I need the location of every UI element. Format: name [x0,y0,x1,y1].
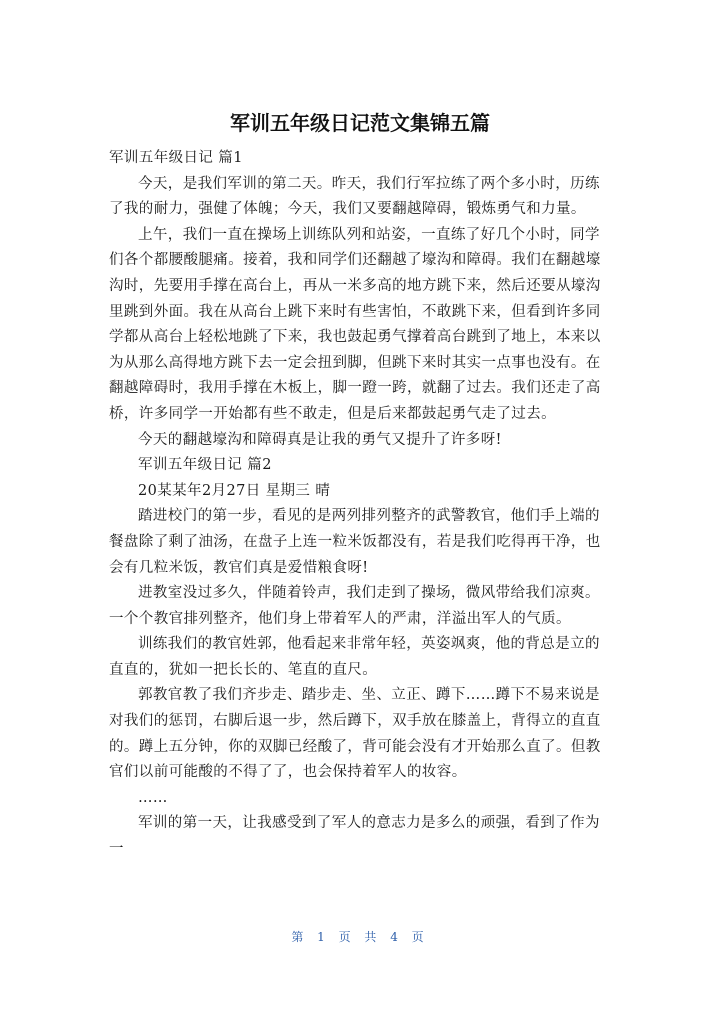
paragraph: 训练我们的教官姓郭，他看起来非常年轻，英姿飒爽，他的背总是立的直直的，犹如一把长长的、笔直的直尺。 [109,636,600,678]
page-number-footer: 第 1 页 共 4 页 [291,930,429,944]
paragraph: 军训的第一天，让我感受到了军人的意志力是多么的顽强，看到了作为一 [109,815,600,858]
paragraph: 郭教官教了我们齐步走、踏步走、坐、立正、蹲下……蹲下不易来说是对我们的惩罚，右脚后退一步，然后蹲下，双手放在膝盖上，背得立的直直的。蹲上五分钟，你的双脚已经酸了，背可能会没有才开始那么直了。但教官们以前可能酸的不得了了，也会保持着军人的妆容。 [109,687,601,781]
document-body [109,146,604,863]
paragraph: 上午，我们一直在操场上训练队列和站姿，一直练了好几个小时，同学们各个都腰酸腿痛。接着，我和同学们还翻越了壕沟和障碍。我们在翻越壕沟时，先要用手撑在高台上，再从一米多高的地方跳下来，然后还要从壕沟里跳到外面。我在从高台上跳下来时有些害怕，不敢跳下来，但看到许多同学都从高台上轻松地跳了下来，我也鼓起勇气撑着高台跳到了地上，本来以为从那么高得地方跳下去一定会扭到脚，但跳下来时其实一点事也没有。在翻越障碍时，我用手撑在木板上，脚一蹬一跨，就翻了过去。我们还走了高桥，许多同学一开始都有些不敢走，但是后来都鼓起勇气走了过去。 [109,226,601,422]
diary-date-line: 20某某年2月27日 星期三 晴 [138,482,331,499]
paragraph: 今天的翻越壕沟和障碍真是让我的勇气又提升了许多呀! [138,431,502,448]
paragraph-heading-2: 军训五年级日记 篇2 [138,457,272,474]
document-title: 军训五年级日记范文集锦五篇 [230,111,490,135]
paragraph: 今天，是我们军训的第二天。昨天，我们行军拉练了两个多小时，历练了我的耐力，强健了体魄；今天，我们又要翻越障碍，锻炼勇气和力量。 [109,175,600,218]
paragraph: 踏进校门的第一步，看见的是两列排列整齐的武警教官，他们手上端的餐盘除了剩了油汤，在盘子上连一粒米饭都没有，若是我们吃得再干净，也会有几粒米饭，教官们真是爱惜粮食呀! [109,508,601,576]
paragraph-heading-1: 军训五年级日记 篇1 [109,150,243,166]
paragraph: 进教室没过多久，伴随着铃声，我们走到了操场，微风带给我们凉爽。一个个教官排列整齐，他们身上带着军人的严肃，洋溢出军人的气质。 [109,585,600,627]
ellipsis-line: …… [138,789,168,806]
